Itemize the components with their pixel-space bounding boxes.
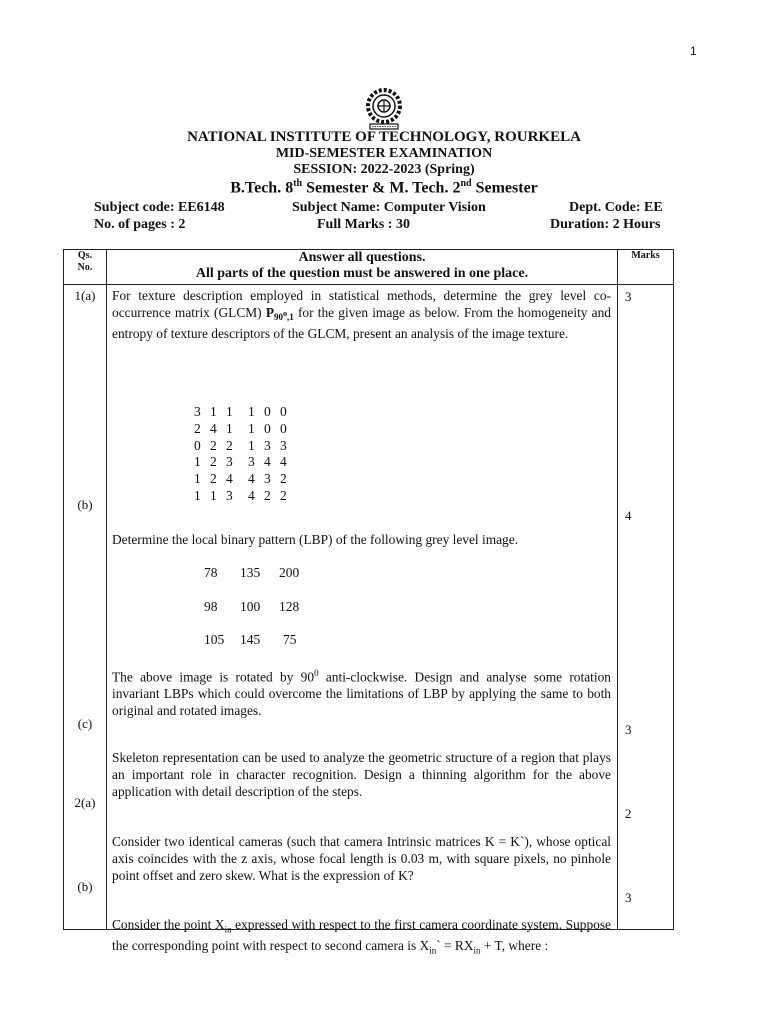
matrix-row: 2 4 1 1 0 0: [194, 420, 287, 436]
matrix-row: 1 1 3 4 2 2: [194, 487, 287, 503]
matrix-row: 3 1 1 1 0 0: [194, 404, 287, 419]
grid-row: 105 145 75: [204, 632, 297, 647]
qnum-2a: 2(a): [74, 795, 96, 810]
q1a-text: For texture description employed in statistical methods, determine the grey level co-occurrence matrix (GLCM) $P_{90^o,1}$ for the given image as below. From the homogeneity and entropy of texture descriptors of the GLCM, present an analysis of the image texture.: [112, 288, 611, 342]
qs-no-header: Qs. No.: [64, 250, 107, 285]
marks-header: Marks: [618, 250, 674, 285]
marks-column: [618, 285, 674, 930]
q2b-text: Consider the point $X_{in}$ expressed with respect to the first camera coordinate system. Suppose the corresponding point with respect to second camera is $X_{in}` = RX_{in} + T$, where :: [112, 917, 612, 957]
program-line: B.Tech. 8th Semester & M. Tech. 2nd Semester: [230, 178, 538, 197]
session-line: SESSION: 2022-2023 (Spring): [293, 162, 475, 177]
qnum-2b: (b): [77, 879, 93, 894]
q1b-rotation-text: The above image is rotated by $90^0$ anti-clockwise. Design and analyse some rotation invariant LBPs which could overcome the limitations of LBP by applying the same to both original and rotated images.: [112, 668, 611, 719]
subject-code: Subject code: EE6148: [94, 200, 225, 215]
qnum-1a: 1(a): [74, 288, 96, 303]
duration: Duration: 2 Hours: [550, 217, 661, 232]
marks-1b: 4: [625, 508, 632, 523]
matrix-row: 1 2 4 4 3 2: [194, 471, 287, 487]
number-of-pages: No. of pages : 2: [94, 217, 186, 232]
marks-2b: 3: [625, 890, 632, 905]
q1b-text: Determine the local binary pattern (LBP) of the following grey level image.: [112, 532, 519, 547]
institute-logo: [360, 86, 408, 132]
subject-name: Subject Name: Computer Vision: [292, 200, 486, 215]
grid-row: 98 100 128: [204, 599, 300, 614]
instructions: Answer all questions. All parts of the question must be answered in one place.: [107, 250, 618, 285]
matrix-row: 1 2 3 3 4 4: [194, 454, 287, 470]
marks-1c: 3: [625, 722, 632, 737]
question-content: [107, 285, 618, 957]
question-numbers: [64, 285, 107, 930]
q2a-text: Consider two identical cameras (such that camera Intrinsic matrices K = K`), whose optical axis coincides with the z axis, whose focal length is 0.03 m, with square pixels, no pinhole point offset and zero skew. What is the expression of K?: [112, 834, 611, 883]
table-header-row: [64, 250, 674, 285]
glcm-image-matrix: [194, 404, 296, 505]
grid-row: 78 135 200: [204, 565, 300, 580]
page-number: 1: [690, 44, 697, 58]
marks-2a: 2: [625, 806, 632, 821]
qnum-1c: (c): [77, 716, 93, 731]
lbp-grid: [204, 565, 299, 648]
matrix-row: 0 2 2 1 3 3: [194, 437, 287, 453]
full-marks: Full Marks : 30: [317, 217, 410, 232]
institute-name: NATIONAL INSTITUTE OF TECHNOLOGY, ROURKELA: [187, 129, 581, 145]
q1c-text: Skeleton representation can be used to analyze the geometric structure of a region that plays an important role in character recognition. Design a thinning algorithm for the above application with detail description of the steps.: [112, 750, 611, 799]
qnum-1b: (b): [77, 497, 93, 512]
question-table: [63, 249, 674, 957]
question-row: [64, 285, 674, 930]
marks-1a: 3: [625, 289, 632, 304]
dept-code: Dept. Code: EE: [569, 200, 663, 215]
exam-title: MID-SEMESTER EXAMINATION: [275, 146, 493, 161]
